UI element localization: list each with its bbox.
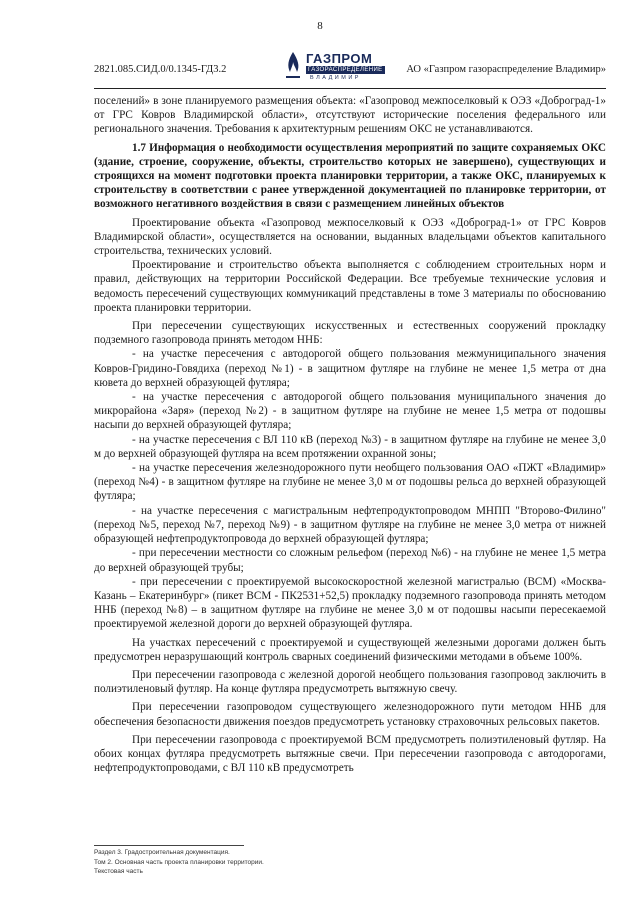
paragraph: Проектирование и строительство объекта выполняется с соблюдением строительных норм и правил, действующих на территории Российской Федерации. Все требуемые технические условия и ведомость пересечений существующих коммуникаций представлены в томе 3 материалы по обоснованию проекта планировки территории. [94, 259, 606, 314]
logo-region: ВЛАДИМИР [310, 75, 361, 81]
page-footer [94, 848, 264, 877]
list-item: - на участке пересечения с ВЛ 110 кВ (переход №3) - в защитном футляре на глубине не менее 3,0 м до верхней образующей футляра на всем протяжении охранной зоны; [94, 433, 606, 460]
footer-line: Текстовая часть [94, 868, 143, 875]
document-code: 2821.085.СИД.0/0.1345-ГД3.2 [94, 64, 227, 75]
footer-divider [94, 845, 244, 846]
paragraph: На участках пересечений с проектируемой и существующей железными дорогами должен быть предусмотрен неразрушающий контроль сварных соединений физическими методами в объеме 100%. [94, 636, 606, 663]
page-number: 8 [317, 20, 323, 32]
page-header [94, 48, 606, 88]
paragraph: При пересечении существующих искусственных и естественных сооружений прокладку подземного газопровода принять методом ННБ: [94, 320, 606, 347]
list-item: - на участке пересечения с автодорогой общего пользования межмуниципального значения Ковров-Гридино-Говядиха (переход №1) - в защитном футляре на глубине не менее 1,5 метра от дна кювета до верхней образующей футляра; [94, 348, 606, 389]
footer-line: Том 2. Основная часть проекта планировки территории. [94, 858, 264, 866]
list-item: - при пересечении с проектируемой высокоскоростной железной магистралью (ВСМ) «Москва-Казань – Екатеринбург» (пикет ВСМ - ПК2531+52,5) прокладку подземного газопровода принять методом ННБ (переход №8) – в защитном футляре на глубине не менее 3,0 м от подошвы насыпи пересекаемой проектируемой железной дороги до верхней образующей футляра. [94, 575, 606, 631]
logo-subtitle: ГАЗОРАСПРЕДЕЛЕНИЕ [308, 67, 383, 73]
logo-wordmark: ГАЗПРОМ [306, 51, 373, 66]
list-item: - на участке пересечения железнодорожного пути необщего пользования ОАО «ПЖТ «Владимир» (переход №4) - в защитном футляре на глубине не менее 3,0 м от подошвы рельса до верхней образующей футляра; [94, 462, 606, 503]
list-item: - при пересечении местности со сложным рельефом (переход №6) - на глубине не менее 1,5 метра до верхней образующей трубы; [94, 547, 606, 574]
paragraph: При пересечении газопровода с проектируемой ВСМ предусмотреть полиэтиленовый футляр. На обоих концах футляра предусмотреть вытяжные свечи. При пересечении газопровода с автодорогами, нефтепродуктопроводами, с ВЛ 110 кВ предусмотреть [94, 733, 606, 775]
list-item: - на участке пересечения с автодорогой общего пользования муниципального значения до микрорайона «Заря» (переход №2) - в защитном футляре на глубине не менее 1,5 метра от подошвы насыпи до верхней образующей футляра; [94, 391, 606, 432]
gazprom-logo [284, 50, 394, 84]
paragraph: При пересечении газопроводом существующего железнодорожного пути методом ННБ для обеспечения безопасности движения поездов предусмотреть установку страховочных рельсовых пакетов. [94, 701, 606, 728]
flame-icon [284, 50, 302, 84]
section-heading: 1.7 Информация о необходимости осуществления мероприятий по защите сохраняемых ОКС (здание, строение, сооружение, объекты, строительство которых не завершено), существующих и строящихся на момент подготовки проекта планировки территории, а также ОКС, планируемых к строительству в соответствии с ранее утвержденной документацией по планировке территории, от возможного негативного воздействия в связи с размещением линейных объектов [94, 141, 606, 211]
footer-line: Раздел 3. Градостроительная документация. [94, 849, 230, 856]
paragraph: Проектирование объекта «Газопровод межпоселковый к ОЭЗ «Доброград-1» от ГРС Ковров Владимирской области», осуществляется на основании, выданных владельцами объектов капитального строительства, технических условий. [94, 216, 606, 258]
paragraph: поселений» в зоне планируемого размещения объекта: «Газопровод межпоселковый к ОЭЗ «Доброград-1» от ГРС Ковров Владимирской области», отсутствуют исторические поселения федерального или регионального значения. Требования к архитектурным решениям ОКС не устанавливаются. [94, 95, 606, 136]
document-body [94, 94, 606, 775]
paragraph: При пересечении газопровода с железной дорогой необщего пользования газопровод заключить в полиэтиленовый футляр. На конце футляра предусмотреть вытяжную свечу. [94, 668, 606, 696]
organization-name: АО «Газпром газораспределение Владимир» [406, 64, 606, 75]
list-item: - на участке пересечения с магистральным нефтепродуктопроводом МНПП "Второво-Филино" (переход №5, переход №7, переход №9) - в защитном футляре на глубине не менее 3,0 метра от нижней образующей нефтепродуктопровода до верхней образующей футляра; [94, 504, 606, 546]
header-divider [94, 88, 606, 89]
